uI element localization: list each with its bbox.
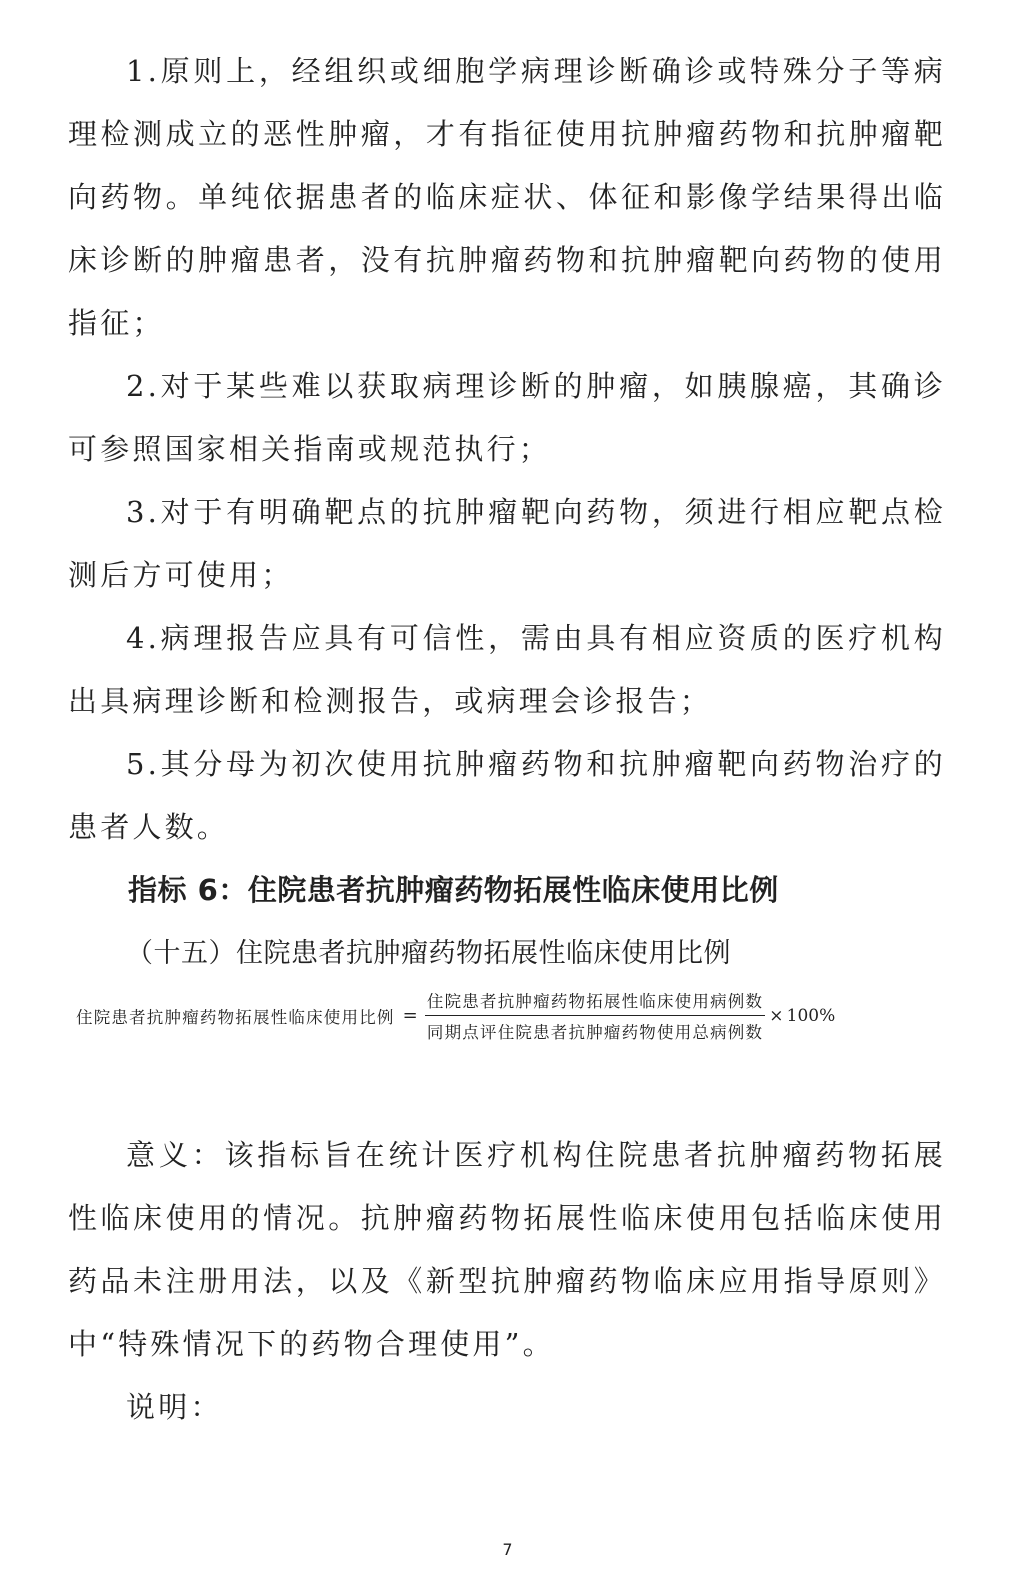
paragraph-principle-3: 3.对于有明确靶点的抗肿瘤靶向药物，须进行相应靶点检测后方可使用； bbox=[68, 495, 946, 592]
formula-times-sign: × bbox=[769, 1005, 785, 1026]
paragraph-principle-5: 5.其分母为初次使用抗肿瘤药物和抗肿瘤靶向药物治疗的患者人数。 bbox=[68, 747, 946, 844]
page-number: 7 bbox=[502, 1540, 513, 1559]
document-body-top bbox=[68, 40, 946, 985]
formula-fraction bbox=[425, 988, 765, 1043]
formula-numerator: 住院患者抗肿瘤药物拓展性临床使用病例数 bbox=[425, 988, 765, 1016]
formula-denominator: 同期点评住院患者抗肿瘤药物使用总病例数 bbox=[426, 1023, 764, 1042]
paragraph-notes-label: 说明： bbox=[126, 1390, 223, 1424]
formula-equals-sign: = bbox=[402, 1005, 419, 1026]
formula-lhs: 住院患者抗肿瘤药物拓展性临床使用比例 bbox=[76, 1007, 395, 1027]
indicator-heading: 指标 6：住院患者抗肿瘤药物拓展性临床使用比例 bbox=[128, 873, 779, 907]
ratio-formula bbox=[76, 988, 944, 1043]
paragraph-principle-4: 4.病理报告应具有可信性，需由具有相应资质的医疗机构出具病理诊断和检测报告，或病理会诊报告； bbox=[68, 621, 946, 718]
paragraph-principle-1: 1.原则上，经组织或细胞学病理诊断确诊或特殊分子等病理检测成立的恶性肿瘤，才有指征使用抗肿瘤药物和抗肿瘤靶向药物。单纯依据患者的临床症状、体征和影像学结果得出临床诊断的肿瘤患者，没有抗肿瘤药物和抗肿瘤靶向药物的使用指征； bbox=[68, 54, 946, 340]
section-subheading: （十五）住院患者抗肿瘤药物拓展性临床使用比例 bbox=[126, 938, 731, 969]
paragraph-significance: 意义：该指标旨在统计医疗机构住院患者抗肿瘤药物拓展性临床使用的情况。抗肿瘤药物拓展性临床使用包括临床使用药品未注册用法，以及《新型抗肿瘤药物临床应用指导原则》中“特殊情况下的药物合理使用”。 bbox=[68, 1138, 946, 1361]
formula-percent: 100% bbox=[786, 1005, 836, 1026]
document-body-bottom bbox=[68, 1124, 946, 1439]
paragraph-principle-2: 2.对于某些难以获取病理诊断的肿瘤，如胰腺癌，其确诊可参照国家相关指南或规范执行； bbox=[68, 369, 946, 466]
